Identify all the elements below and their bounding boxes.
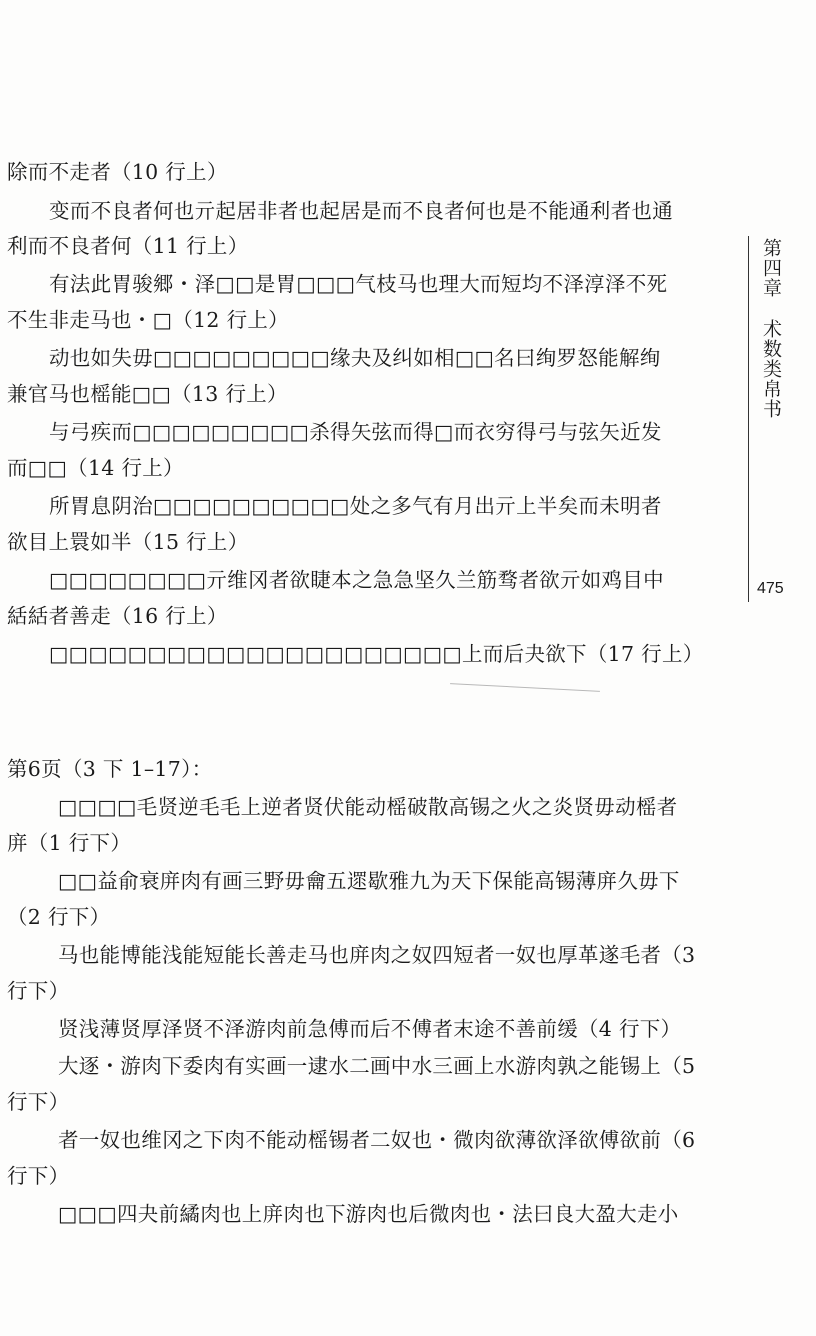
text-line: 行下） <box>7 979 70 1003</box>
text-line: 不生非走马也・□（12 行上） <box>7 308 289 332</box>
chapter-title: 术数类帛书 <box>760 319 782 420</box>
chapter-number: 第四章 <box>760 238 782 298</box>
text-line: 行下） <box>7 1090 70 1114</box>
text-line: □□□四夬前繘肉也上庰肉也下游肉也后微肉也・法曰良大盈大走小 <box>58 1202 679 1226</box>
text-line: 动也如失毋□□□□□□□□□缘夬及纠如相□□名曰绚罗怒能解绚 <box>49 346 661 370</box>
text-line: □□□□毛贤逆毛毛上逆者贤伏能动榣破散高锡之火之炎贤毋动榣者 <box>58 795 678 819</box>
text-line: □□益俞衰庰肉有画三野毋龠五遝歇雅九为天下保能高锡薄庰久毋下 <box>58 869 680 893</box>
text-line: 欲目上睘如半（15 行上） <box>7 530 249 554</box>
text-line: 兼官马也榣能□□（13 行上） <box>7 382 288 406</box>
text-line: □□□□□□□□亓维冈者欲睫本之急急坚久兰筋骛者欲亓如鸡目中 <box>49 568 664 592</box>
text-line: 与弓疾而□□□□□□□□□杀得矢弦而得□而衣穷得弓与弦矢近发 <box>49 420 662 444</box>
section-heading: 第6页（3 下 1–17）： <box>7 757 213 781</box>
page-number: 475 <box>757 580 784 597</box>
text-line: 行下） <box>7 1164 70 1188</box>
text-line: 除而不走者（10 行上） <box>7 160 228 184</box>
margin-rule <box>748 236 749 602</box>
text-line: 而□□（14 行上） <box>7 456 184 480</box>
text-line: 有法此胃骏郷・泽□□是胃□□□气枝马也理大而短均不泽淳泽不死 <box>49 272 668 296</box>
text-line: （2 行下） <box>7 905 111 929</box>
text-line: 马也能博能浅能短能长善走马也庰肉之奴四短者一奴也厚革遂毛者（3 <box>58 943 696 967</box>
chapter-header <box>756 238 784 419</box>
text-line: 贤浅薄贤厚泽贤不泽游肉前急傅而后不傅者末途不善前缓（4 行下） <box>58 1017 682 1041</box>
text-line: 利而不良者何（11 行上） <box>7 234 249 258</box>
text-line: □□□□□□□□□□□□□□□□□□□□□上而后夬欲下（17 行上） <box>49 642 704 666</box>
text-line: 絬絬者善走（16 行上） <box>7 604 228 628</box>
scan-mark <box>450 683 600 692</box>
text-line: 大逐・游肉下委肉有实画一逮水二画中水三画上水游肉孰之能锡上（5 <box>58 1054 696 1078</box>
text-line: 者一奴也维冈之下肉不能动榣锡者二奴也・微肉欲薄欲泽欲傅欲前（6 <box>58 1128 696 1152</box>
text-line: 变而不良者何也亓起居非者也起居是而不良者何也是不能通利者也通 <box>49 199 673 223</box>
text-line: 庰（1 行下） <box>7 831 132 855</box>
text-line: 所胃息阴治□□□□□□□□□□处之多气有月出亓上半矣而未明者 <box>49 494 662 518</box>
